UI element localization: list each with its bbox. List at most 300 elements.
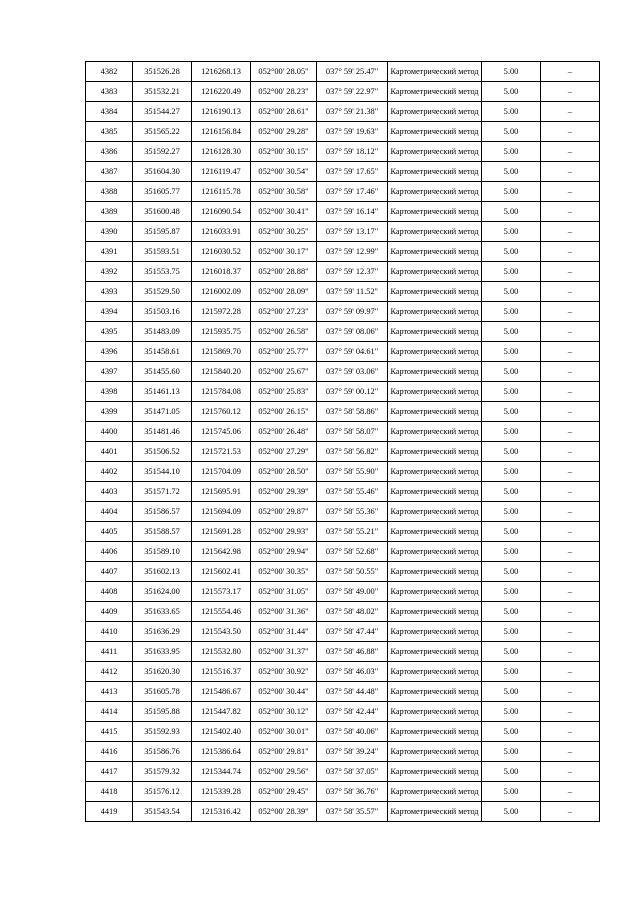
table-row bbox=[86, 702, 600, 722]
table-row bbox=[86, 722, 600, 742]
point-number-cell: 4389 bbox=[86, 202, 133, 222]
point-number-cell: 4396 bbox=[86, 342, 133, 362]
accuracy-cell: 5.00 bbox=[482, 222, 541, 242]
latitude-cell: 052°00' 30.92" bbox=[251, 662, 317, 682]
note-cell: – bbox=[541, 582, 600, 602]
y-coordinate-cell: 1215573.17 bbox=[192, 582, 251, 602]
table-row bbox=[86, 782, 600, 802]
longitude-cell: 037° 58' 55.90" bbox=[317, 462, 388, 482]
accuracy-cell: 5.00 bbox=[482, 782, 541, 802]
latitude-cell: 052°00' 30.12" bbox=[251, 702, 317, 722]
accuracy-cell: 5.00 bbox=[482, 122, 541, 142]
table-row bbox=[86, 382, 600, 402]
x-coordinate-cell: 351595.88 bbox=[133, 702, 192, 722]
latitude-cell: 052°00' 29.45" bbox=[251, 782, 317, 802]
y-coordinate-cell: 1215316.42 bbox=[192, 802, 251, 822]
longitude-cell: 037° 59' 04.61" bbox=[317, 342, 388, 362]
latitude-cell: 052°00' 30.41" bbox=[251, 202, 317, 222]
latitude-cell: 052°00' 29.39" bbox=[251, 482, 317, 502]
note-cell: – bbox=[541, 242, 600, 262]
point-number-cell: 4406 bbox=[86, 542, 133, 562]
table-row bbox=[86, 802, 600, 822]
note-cell: – bbox=[541, 162, 600, 182]
y-coordinate-cell: 1216190.13 bbox=[192, 102, 251, 122]
y-coordinate-cell: 1216119.47 bbox=[192, 162, 251, 182]
accuracy-cell: 5.00 bbox=[482, 642, 541, 662]
note-cell: – bbox=[541, 182, 600, 202]
latitude-cell: 052°00' 30.58" bbox=[251, 182, 317, 202]
x-coordinate-cell: 351544.10 bbox=[133, 462, 192, 482]
latitude-cell: 052°00' 30.15" bbox=[251, 142, 317, 162]
point-number-cell: 4391 bbox=[86, 242, 133, 262]
table-body bbox=[86, 62, 600, 822]
accuracy-cell: 5.00 bbox=[482, 382, 541, 402]
x-coordinate-cell: 351595.87 bbox=[133, 222, 192, 242]
accuracy-cell: 5.00 bbox=[482, 802, 541, 822]
x-coordinate-cell: 351503.16 bbox=[133, 302, 192, 322]
point-number-cell: 4382 bbox=[86, 62, 133, 82]
method-cell: Картометрический метод bbox=[388, 562, 482, 582]
x-coordinate-cell: 351553.75 bbox=[133, 262, 192, 282]
longitude-cell: 037° 58' 44.48" bbox=[317, 682, 388, 702]
latitude-cell: 052°00' 29.93" bbox=[251, 522, 317, 542]
x-coordinate-cell: 351455.60 bbox=[133, 362, 192, 382]
longitude-cell: 037° 59' 18.12" bbox=[317, 142, 388, 162]
table-row bbox=[86, 322, 600, 342]
method-cell: Картометрический метод bbox=[388, 382, 482, 402]
point-number-cell: 4401 bbox=[86, 442, 133, 462]
latitude-cell: 052°00' 31.37" bbox=[251, 642, 317, 662]
latitude-cell: 052°00' 28.61" bbox=[251, 102, 317, 122]
note-cell: – bbox=[541, 62, 600, 82]
longitude-cell: 037° 58' 55.21" bbox=[317, 522, 388, 542]
table-row bbox=[86, 402, 600, 422]
point-number-cell: 4408 bbox=[86, 582, 133, 602]
note-cell: – bbox=[541, 222, 600, 242]
y-coordinate-cell: 1215691.28 bbox=[192, 522, 251, 542]
latitude-cell: 052°00' 29.87" bbox=[251, 502, 317, 522]
y-coordinate-cell: 1215972.28 bbox=[192, 302, 251, 322]
note-cell: – bbox=[541, 502, 600, 522]
x-coordinate-cell: 351605.77 bbox=[133, 182, 192, 202]
method-cell: Картометрический метод bbox=[388, 422, 482, 442]
method-cell: Картометрический метод bbox=[388, 282, 482, 302]
latitude-cell: 052°00' 27.29" bbox=[251, 442, 317, 462]
accuracy-cell: 5.00 bbox=[482, 482, 541, 502]
x-coordinate-cell: 351605.78 bbox=[133, 682, 192, 702]
latitude-cell: 052°00' 29.56" bbox=[251, 762, 317, 782]
y-coordinate-cell: 1215704.09 bbox=[192, 462, 251, 482]
note-cell: – bbox=[541, 802, 600, 822]
method-cell: Картометрический метод bbox=[388, 782, 482, 802]
accuracy-cell: 5.00 bbox=[482, 202, 541, 222]
longitude-cell: 037° 59' 17.65" bbox=[317, 162, 388, 182]
accuracy-cell: 5.00 bbox=[482, 722, 541, 742]
method-cell: Картометрический метод bbox=[388, 262, 482, 282]
method-cell: Картометрический метод bbox=[388, 102, 482, 122]
x-coordinate-cell: 351526.28 bbox=[133, 62, 192, 82]
latitude-cell: 052°00' 31.05" bbox=[251, 582, 317, 602]
x-coordinate-cell: 351529.50 bbox=[133, 282, 192, 302]
longitude-cell: 037° 59' 12.37" bbox=[317, 262, 388, 282]
method-cell: Картометрический метод bbox=[388, 182, 482, 202]
note-cell: – bbox=[541, 262, 600, 282]
method-cell: Картометрический метод bbox=[388, 722, 482, 742]
latitude-cell: 052°00' 30.17" bbox=[251, 242, 317, 262]
y-coordinate-cell: 1216115.78 bbox=[192, 182, 251, 202]
x-coordinate-cell: 351461.13 bbox=[133, 382, 192, 402]
longitude-cell: 037° 58' 55.46" bbox=[317, 482, 388, 502]
point-number-cell: 4402 bbox=[86, 462, 133, 482]
note-cell: – bbox=[541, 122, 600, 142]
method-cell: Картометрический метод bbox=[388, 502, 482, 522]
y-coordinate-cell: 1215486.67 bbox=[192, 682, 251, 702]
method-cell: Картометрический метод bbox=[388, 82, 482, 102]
y-coordinate-cell: 1216156.84 bbox=[192, 122, 251, 142]
x-coordinate-cell: 351471.05 bbox=[133, 402, 192, 422]
table-row bbox=[86, 102, 600, 122]
longitude-cell: 037° 59' 00.12" bbox=[317, 382, 388, 402]
y-coordinate-cell: 1215402.40 bbox=[192, 722, 251, 742]
accuracy-cell: 5.00 bbox=[482, 282, 541, 302]
y-coordinate-cell: 1216128.30 bbox=[192, 142, 251, 162]
y-coordinate-cell: 1216002.09 bbox=[192, 282, 251, 302]
latitude-cell: 052°00' 26.58" bbox=[251, 322, 317, 342]
point-number-cell: 4390 bbox=[86, 222, 133, 242]
latitude-cell: 052°00' 28.23" bbox=[251, 82, 317, 102]
table-row bbox=[86, 422, 600, 442]
longitude-cell: 037° 59' 17.46" bbox=[317, 182, 388, 202]
method-cell: Картометрический метод bbox=[388, 522, 482, 542]
x-coordinate-cell: 351458.61 bbox=[133, 342, 192, 362]
latitude-cell: 052°00' 28.50" bbox=[251, 462, 317, 482]
y-coordinate-cell: 1215760.12 bbox=[192, 402, 251, 422]
table-row bbox=[86, 562, 600, 582]
longitude-cell: 037° 58' 46.88" bbox=[317, 642, 388, 662]
latitude-cell: 052°00' 30.44" bbox=[251, 682, 317, 702]
note-cell: – bbox=[541, 762, 600, 782]
x-coordinate-cell: 351532.21 bbox=[133, 82, 192, 102]
point-number-cell: 4410 bbox=[86, 622, 133, 642]
note-cell: – bbox=[541, 742, 600, 762]
accuracy-cell: 5.00 bbox=[482, 762, 541, 782]
x-coordinate-cell: 351586.76 bbox=[133, 742, 192, 762]
x-coordinate-cell: 351588.57 bbox=[133, 522, 192, 542]
point-number-cell: 4398 bbox=[86, 382, 133, 402]
accuracy-cell: 5.00 bbox=[482, 242, 541, 262]
table-row bbox=[86, 442, 600, 462]
note-cell: – bbox=[541, 202, 600, 222]
longitude-cell: 037° 59' 09.97" bbox=[317, 302, 388, 322]
longitude-cell: 037° 58' 36.76" bbox=[317, 782, 388, 802]
point-number-cell: 4383 bbox=[86, 82, 133, 102]
longitude-cell: 037° 58' 40.06" bbox=[317, 722, 388, 742]
longitude-cell: 037° 58' 52.68" bbox=[317, 542, 388, 562]
note-cell: – bbox=[541, 382, 600, 402]
y-coordinate-cell: 1215784.08 bbox=[192, 382, 251, 402]
note-cell: – bbox=[541, 782, 600, 802]
method-cell: Картометрический метод bbox=[388, 762, 482, 782]
accuracy-cell: 5.00 bbox=[482, 522, 541, 542]
y-coordinate-cell: 1216033.91 bbox=[192, 222, 251, 242]
latitude-cell: 052°00' 26.15" bbox=[251, 402, 317, 422]
accuracy-cell: 5.00 bbox=[482, 82, 541, 102]
note-cell: – bbox=[541, 442, 600, 462]
note-cell: – bbox=[541, 322, 600, 342]
x-coordinate-cell: 351602.13 bbox=[133, 562, 192, 582]
point-number-cell: 4417 bbox=[86, 762, 133, 782]
table-row bbox=[86, 542, 600, 562]
longitude-cell: 037° 58' 56.82" bbox=[317, 442, 388, 462]
y-coordinate-cell: 1215447.82 bbox=[192, 702, 251, 722]
table-row bbox=[86, 302, 600, 322]
note-cell: – bbox=[541, 482, 600, 502]
method-cell: Картометрический метод bbox=[388, 442, 482, 462]
accuracy-cell: 5.00 bbox=[482, 362, 541, 382]
table-row bbox=[86, 282, 600, 302]
longitude-cell: 037° 58' 46.03" bbox=[317, 662, 388, 682]
note-cell: – bbox=[541, 702, 600, 722]
latitude-cell: 052°00' 27.23" bbox=[251, 302, 317, 322]
note-cell: – bbox=[541, 682, 600, 702]
method-cell: Картометрический метод bbox=[388, 642, 482, 662]
latitude-cell: 052°00' 30.35" bbox=[251, 562, 317, 582]
method-cell: Картометрический метод bbox=[388, 162, 482, 182]
y-coordinate-cell: 1215516.37 bbox=[192, 662, 251, 682]
method-cell: Картометрический метод bbox=[388, 542, 482, 562]
note-cell: – bbox=[541, 282, 600, 302]
longitude-cell: 037° 59' 13.17" bbox=[317, 222, 388, 242]
longitude-cell: 037° 58' 42.44" bbox=[317, 702, 388, 722]
accuracy-cell: 5.00 bbox=[482, 502, 541, 522]
method-cell: Картометрический метод bbox=[388, 242, 482, 262]
point-number-cell: 4400 bbox=[86, 422, 133, 442]
y-coordinate-cell: 1216268.13 bbox=[192, 62, 251, 82]
accuracy-cell: 5.00 bbox=[482, 742, 541, 762]
table-row bbox=[86, 82, 600, 102]
longitude-cell: 037° 59' 21.38" bbox=[317, 102, 388, 122]
longitude-cell: 037° 59' 12.99" bbox=[317, 242, 388, 262]
note-cell: – bbox=[541, 362, 600, 382]
method-cell: Картометрический метод bbox=[388, 222, 482, 242]
longitude-cell: 037° 59' 03.06" bbox=[317, 362, 388, 382]
y-coordinate-cell: 1215935.75 bbox=[192, 322, 251, 342]
table-row bbox=[86, 662, 600, 682]
longitude-cell: 037° 59' 22.97" bbox=[317, 82, 388, 102]
point-number-cell: 4415 bbox=[86, 722, 133, 742]
point-number-cell: 4387 bbox=[86, 162, 133, 182]
latitude-cell: 052°00' 26.48" bbox=[251, 422, 317, 442]
point-number-cell: 4395 bbox=[86, 322, 133, 342]
method-cell: Картометрический метод bbox=[388, 322, 482, 342]
point-number-cell: 4384 bbox=[86, 102, 133, 122]
point-number-cell: 4405 bbox=[86, 522, 133, 542]
latitude-cell: 052°00' 29.81" bbox=[251, 742, 317, 762]
note-cell: – bbox=[541, 662, 600, 682]
note-cell: – bbox=[541, 522, 600, 542]
table-row bbox=[86, 522, 600, 542]
table-row bbox=[86, 682, 600, 702]
latitude-cell: 052°00' 30.25" bbox=[251, 222, 317, 242]
x-coordinate-cell: 351544.27 bbox=[133, 102, 192, 122]
point-number-cell: 4399 bbox=[86, 402, 133, 422]
accuracy-cell: 5.00 bbox=[482, 542, 541, 562]
table-row bbox=[86, 342, 600, 362]
longitude-cell: 037° 58' 50.55" bbox=[317, 562, 388, 582]
x-coordinate-cell: 351576.12 bbox=[133, 782, 192, 802]
table-row bbox=[86, 142, 600, 162]
x-coordinate-cell: 351620.30 bbox=[133, 662, 192, 682]
latitude-cell: 052°00' 25.67" bbox=[251, 362, 317, 382]
table-row bbox=[86, 242, 600, 262]
latitude-cell: 052°00' 28.39" bbox=[251, 802, 317, 822]
y-coordinate-cell: 1215602.41 bbox=[192, 562, 251, 582]
accuracy-cell: 5.00 bbox=[482, 562, 541, 582]
method-cell: Картометрический метод bbox=[388, 482, 482, 502]
table-row bbox=[86, 502, 600, 522]
x-coordinate-cell: 351592.93 bbox=[133, 722, 192, 742]
accuracy-cell: 5.00 bbox=[482, 622, 541, 642]
note-cell: – bbox=[541, 102, 600, 122]
x-coordinate-cell: 351593.51 bbox=[133, 242, 192, 262]
method-cell: Картометрический метод bbox=[388, 122, 482, 142]
point-number-cell: 4394 bbox=[86, 302, 133, 322]
table-row bbox=[86, 482, 600, 502]
accuracy-cell: 5.00 bbox=[482, 582, 541, 602]
table-row bbox=[86, 202, 600, 222]
coordinates-table bbox=[85, 61, 600, 822]
longitude-cell: 037° 59' 25.47" bbox=[317, 62, 388, 82]
y-coordinate-cell: 1216090.54 bbox=[192, 202, 251, 222]
point-number-cell: 4419 bbox=[86, 802, 133, 822]
point-number-cell: 4404 bbox=[86, 502, 133, 522]
table-row bbox=[86, 182, 600, 202]
method-cell: Картометрический метод bbox=[388, 302, 482, 322]
longitude-cell: 037° 58' 35.57" bbox=[317, 802, 388, 822]
x-coordinate-cell: 351565.22 bbox=[133, 122, 192, 142]
x-coordinate-cell: 351481.46 bbox=[133, 422, 192, 442]
latitude-cell: 052°00' 31.36" bbox=[251, 602, 317, 622]
x-coordinate-cell: 351592.27 bbox=[133, 142, 192, 162]
point-number-cell: 4397 bbox=[86, 362, 133, 382]
x-coordinate-cell: 351586.57 bbox=[133, 502, 192, 522]
longitude-cell: 037° 58' 48.02" bbox=[317, 602, 388, 622]
point-number-cell: 4386 bbox=[86, 142, 133, 162]
x-coordinate-cell: 351571.72 bbox=[133, 482, 192, 502]
latitude-cell: 052°00' 29.28" bbox=[251, 122, 317, 142]
longitude-cell: 037° 59' 11.52" bbox=[317, 282, 388, 302]
y-coordinate-cell: 1215532.80 bbox=[192, 642, 251, 662]
table-row bbox=[86, 602, 600, 622]
table-row bbox=[86, 362, 600, 382]
latitude-cell: 052°00' 31.44" bbox=[251, 622, 317, 642]
y-coordinate-cell: 1215695.91 bbox=[192, 482, 251, 502]
table-row bbox=[86, 62, 600, 82]
note-cell: – bbox=[541, 722, 600, 742]
x-coordinate-cell: 351633.65 bbox=[133, 602, 192, 622]
note-cell: – bbox=[541, 622, 600, 642]
latitude-cell: 052°00' 30.01" bbox=[251, 722, 317, 742]
longitude-cell: 037° 58' 58.07" bbox=[317, 422, 388, 442]
accuracy-cell: 5.00 bbox=[482, 702, 541, 722]
y-coordinate-cell: 1216030.52 bbox=[192, 242, 251, 262]
x-coordinate-cell: 351600.48 bbox=[133, 202, 192, 222]
note-cell: – bbox=[541, 642, 600, 662]
longitude-cell: 037° 58' 49.00" bbox=[317, 582, 388, 602]
accuracy-cell: 5.00 bbox=[482, 682, 541, 702]
table-row bbox=[86, 262, 600, 282]
point-number-cell: 4392 bbox=[86, 262, 133, 282]
y-coordinate-cell: 1215554.46 bbox=[192, 602, 251, 622]
table-row bbox=[86, 582, 600, 602]
longitude-cell: 037° 59' 16.14" bbox=[317, 202, 388, 222]
accuracy-cell: 5.00 bbox=[482, 142, 541, 162]
note-cell: – bbox=[541, 402, 600, 422]
method-cell: Картометрический метод bbox=[388, 342, 482, 362]
y-coordinate-cell: 1215840.20 bbox=[192, 362, 251, 382]
point-number-cell: 4411 bbox=[86, 642, 133, 662]
point-number-cell: 4407 bbox=[86, 562, 133, 582]
point-number-cell: 4403 bbox=[86, 482, 133, 502]
note-cell: – bbox=[541, 422, 600, 442]
point-number-cell: 4416 bbox=[86, 742, 133, 762]
latitude-cell: 052°00' 28.88" bbox=[251, 262, 317, 282]
method-cell: Картометрический метод bbox=[388, 202, 482, 222]
method-cell: Картометрический метод bbox=[388, 582, 482, 602]
x-coordinate-cell: 351624.00 bbox=[133, 582, 192, 602]
y-coordinate-cell: 1215386.64 bbox=[192, 742, 251, 762]
accuracy-cell: 5.00 bbox=[482, 262, 541, 282]
table-row bbox=[86, 742, 600, 762]
y-coordinate-cell: 1215339.28 bbox=[192, 782, 251, 802]
note-cell: – bbox=[541, 302, 600, 322]
point-number-cell: 4409 bbox=[86, 602, 133, 622]
point-number-cell: 4388 bbox=[86, 182, 133, 202]
method-cell: Картометрический метод bbox=[388, 802, 482, 822]
method-cell: Картометрический метод bbox=[388, 742, 482, 762]
point-number-cell: 4413 bbox=[86, 682, 133, 702]
accuracy-cell: 5.00 bbox=[482, 462, 541, 482]
x-coordinate-cell: 351604.30 bbox=[133, 162, 192, 182]
method-cell: Картометрический метод bbox=[388, 662, 482, 682]
x-coordinate-cell: 351543.54 bbox=[133, 802, 192, 822]
longitude-cell: 037° 58' 47.44" bbox=[317, 622, 388, 642]
method-cell: Картометрический метод bbox=[388, 142, 482, 162]
point-number-cell: 4412 bbox=[86, 662, 133, 682]
x-coordinate-cell: 351636.29 bbox=[133, 622, 192, 642]
note-cell: – bbox=[541, 82, 600, 102]
accuracy-cell: 5.00 bbox=[482, 102, 541, 122]
method-cell: Картометрический метод bbox=[388, 622, 482, 642]
point-number-cell: 4393 bbox=[86, 282, 133, 302]
method-cell: Картометрический метод bbox=[388, 682, 482, 702]
y-coordinate-cell: 1216018.37 bbox=[192, 262, 251, 282]
accuracy-cell: 5.00 bbox=[482, 182, 541, 202]
y-coordinate-cell: 1215721.53 bbox=[192, 442, 251, 462]
y-coordinate-cell: 1215543.50 bbox=[192, 622, 251, 642]
latitude-cell: 052°00' 28.09" bbox=[251, 282, 317, 302]
table-row bbox=[86, 622, 600, 642]
point-number-cell: 4414 bbox=[86, 702, 133, 722]
table-row bbox=[86, 122, 600, 142]
x-coordinate-cell: 351506.52 bbox=[133, 442, 192, 462]
x-coordinate-cell: 351483.09 bbox=[133, 322, 192, 342]
note-cell: – bbox=[541, 462, 600, 482]
longitude-cell: 037° 58' 37.05" bbox=[317, 762, 388, 782]
accuracy-cell: 5.00 bbox=[482, 422, 541, 442]
accuracy-cell: 5.00 bbox=[482, 662, 541, 682]
accuracy-cell: 5.00 bbox=[482, 602, 541, 622]
